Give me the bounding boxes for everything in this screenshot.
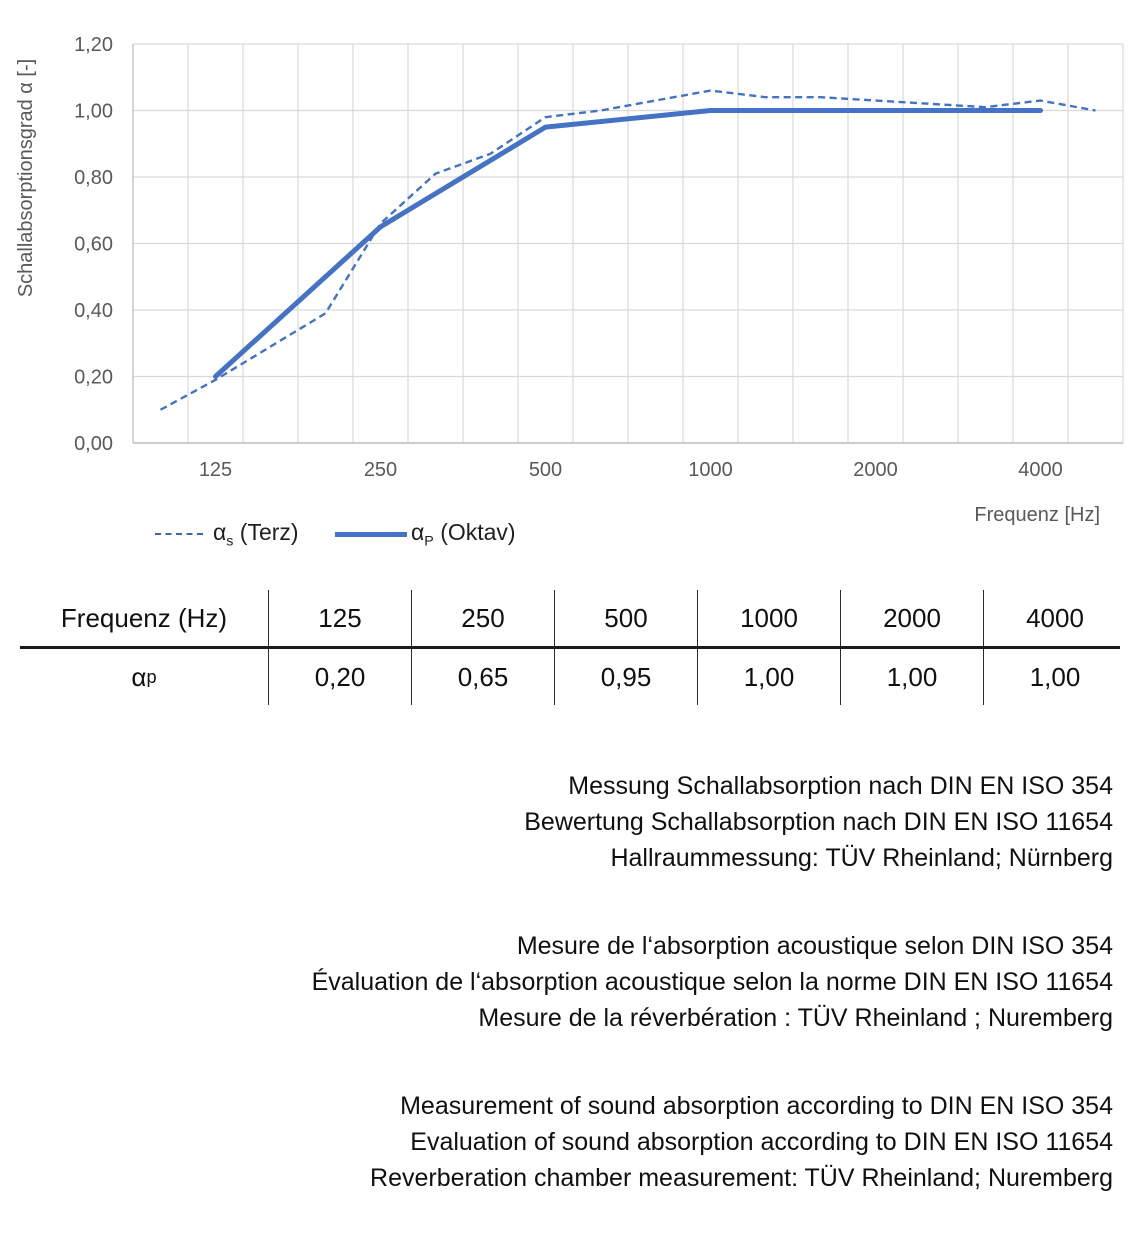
note-line: Evaluation of sound absorption according to DIN EN ISO 11654 bbox=[410, 1128, 1113, 1156]
y-tick-label: 0,80 bbox=[74, 167, 113, 189]
note-line: Bewertung Schallabsorption nach DIN EN ISO 11654 bbox=[524, 808, 1113, 836]
note-line: Hallraummessung: TÜV Rheinland; Nürnberg bbox=[610, 844, 1113, 872]
note-line: Mesure de l‘absorption acoustique selon DIN ISO 354 bbox=[516, 932, 1113, 960]
table-row-label-alpha-p: α p bbox=[20, 649, 269, 705]
table-cell-value: 0,20 bbox=[269, 649, 412, 705]
absorption-table bbox=[20, 590, 1120, 705]
legend-label-terz: $\alpha_s$ (Terz) bbox=[213, 518, 299, 550]
table-header-row bbox=[20, 590, 1120, 649]
x-tick-label: 4000 bbox=[1018, 459, 1063, 481]
dashed-line-swatch bbox=[155, 533, 203, 535]
x-tick-label: 1000 bbox=[688, 459, 733, 481]
y-tick-label: 0,00 bbox=[74, 433, 113, 455]
chart-legend bbox=[0, 518, 1135, 550]
table-value-row bbox=[20, 649, 1120, 705]
x-tick-label: 500 bbox=[528, 459, 563, 481]
table-cell-value: 1,00 bbox=[1029, 661, 1081, 692]
x-tick-label: 250 bbox=[363, 459, 398, 481]
notes-english bbox=[370, 1088, 1113, 1196]
y-tick-label: 0,20 bbox=[74, 366, 113, 389]
absorption-chart bbox=[0, 0, 1135, 560]
y-tick-label: 1,20 bbox=[74, 34, 113, 56]
notes-german bbox=[524, 768, 1113, 876]
y-axis-title: Schallabsorptionsgrad α [-] bbox=[15, 58, 37, 298]
legend-item-oktav bbox=[335, 518, 516, 550]
table-cell-value: 0,65 bbox=[412, 649, 555, 705]
y-tick-label: 0,40 bbox=[74, 300, 113, 322]
table-header-value: 125 bbox=[269, 590, 412, 646]
table-cell-value: 0,95 bbox=[555, 649, 698, 705]
note-line: Mesure de la réverbération : TÜV Rheinland ; Nuremberg bbox=[478, 1004, 1113, 1032]
x-tick-label: 125 bbox=[198, 459, 233, 481]
y-tick-label: 1,00 bbox=[74, 100, 113, 123]
solid-line-swatch bbox=[335, 532, 407, 537]
table-header-value: 500 bbox=[555, 590, 698, 646]
table-header-value: 250 bbox=[412, 590, 555, 646]
y-tick-label: 0,60 bbox=[74, 233, 113, 256]
table-header-frequency: Frequenz (Hz) bbox=[20, 590, 269, 646]
notes-french bbox=[312, 928, 1113, 1036]
x-tick-label: 2000 bbox=[853, 459, 898, 481]
legend-label-oktav: $\alpha_P$ (Oktav) bbox=[411, 518, 516, 550]
chart-canvas bbox=[0, 0, 1135, 560]
table-header-value: 4000 bbox=[1026, 602, 1084, 633]
table-cell-value: 1,00 bbox=[698, 649, 841, 705]
x-axis-title: Frequenz [Hz] bbox=[974, 504, 1100, 526]
table-header-value: 1000 bbox=[698, 590, 841, 646]
note-line: Messung Schallabsorption nach DIN EN ISO 354 bbox=[568, 772, 1113, 800]
legend-item-terz bbox=[155, 518, 299, 550]
note-line: Reverberation chamber measurement: TÜV Rheinland; Nuremberg bbox=[370, 1164, 1113, 1192]
table-header-value: 2000 bbox=[841, 590, 984, 646]
table-cell-value: 1,00 bbox=[841, 649, 984, 705]
note-line: Évaluation de l‘absorption acoustique selon la norme DIN EN ISO 11654 bbox=[311, 968, 1113, 996]
note-line: Measurement of sound absorption according to DIN EN ISO 354 bbox=[400, 1092, 1113, 1120]
